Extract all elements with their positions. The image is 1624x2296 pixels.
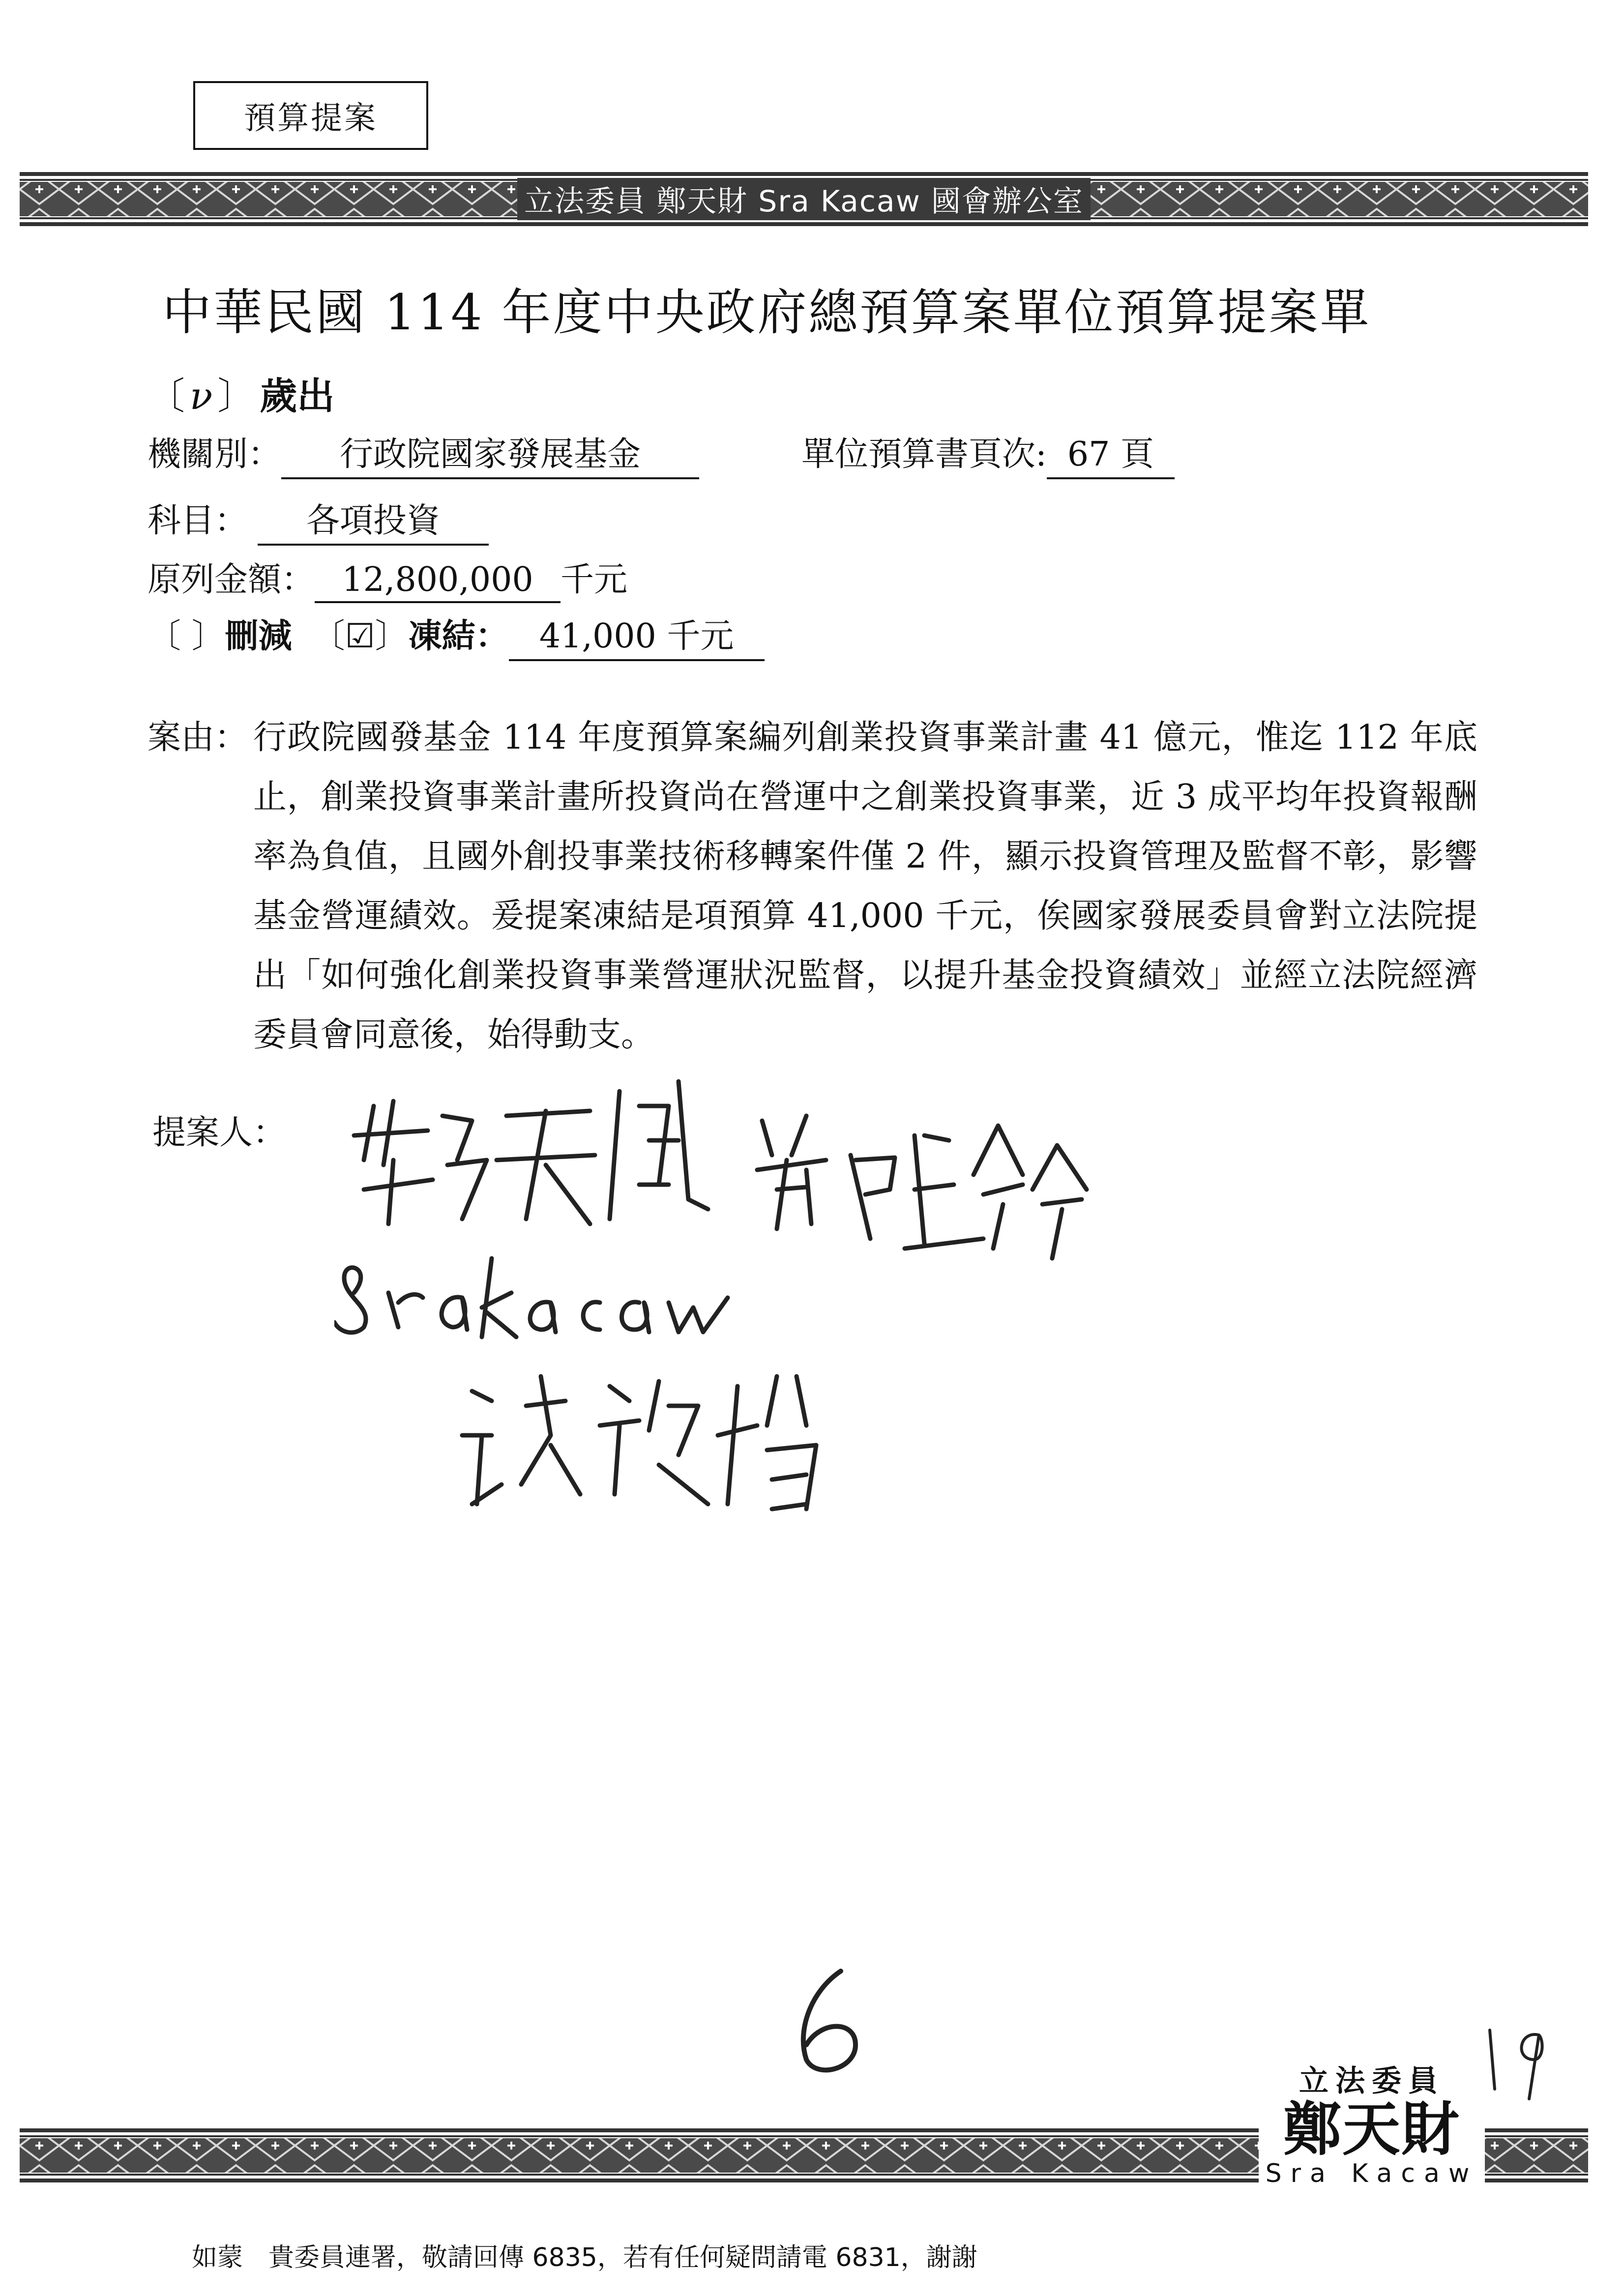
- original-amount-unit: 千元: [561, 560, 628, 599]
- logo-line-1: 立法委員: [1299, 2064, 1445, 2098]
- agency-label: 機關別：: [148, 435, 282, 474]
- signature-2: [757, 1116, 1087, 1258]
- cut-label: 刪減: [225, 616, 292, 656]
- signature-1: [334, 1081, 728, 1337]
- handwritten-corner-number: [1475, 2020, 1559, 2104]
- cut-checkbox: 〔 〕: [148, 617, 225, 656]
- subject-row: [148, 494, 489, 546]
- proposal-type-box: 預算提案: [193, 81, 428, 150]
- category-bracket-close: 〕: [217, 374, 255, 418]
- document-title: 中華民國 114 年度中央政府總預算案單位預算提案單: [162, 284, 1371, 341]
- action-row: [148, 610, 765, 661]
- legislator-logo: [1259, 2055, 1485, 2197]
- original-amount-label: 原列金額：: [148, 560, 315, 599]
- freeze-value: 41,000 千元: [509, 610, 765, 661]
- reason-text: 行政院國發基金 114 年度預算案編列創業投資事業計畫 41 億元，惟迄 112 年底止，創業投資事業計畫所投資尚在營運中之創業投資事業，近 3 成平均年投資報酬率為負值，且國外創投事業技術移轉案件僅 2 件，顯示投資管理及監督不彰，影響基金營運績效。爰提案凍結是項預算 41,000 千元，俟國家發展委員會對立法院提出「如何強化創業投資事業營運狀況監督，以提升基金投資績效」並經立法院經濟委員會同意後，始得動支。: [253, 718, 1477, 1054]
- freeze-checkbox: 〔☑〕: [311, 617, 409, 656]
- budget-page-row: [801, 428, 1175, 479]
- budget-page-label: 單位預算書頁次:: [801, 435, 1047, 474]
- subject-label: 科目：: [148, 501, 248, 540]
- reason-label: 案由：: [148, 718, 248, 757]
- budget-page-value: 67 頁: [1047, 428, 1175, 479]
- logo-line-3: Sra Kacaw: [1265, 2159, 1478, 2188]
- signature-3: [462, 1376, 816, 1509]
- category-bracket-open: 〔: [148, 374, 185, 418]
- footer-note: 如蒙 貴委員連署，敬請回傳 6835，若有任何疑問請電 6831，謝謝: [192, 2243, 977, 2272]
- logo-line-2: 鄭天財: [1283, 2095, 1460, 2163]
- original-amount-value: 12,800,000: [315, 560, 561, 603]
- category-row: [148, 366, 334, 420]
- proposer-label: 提案人：: [152, 1113, 287, 1152]
- category-label: 歲出: [260, 374, 335, 418]
- signatures-image: [334, 1062, 1219, 1553]
- freeze-label: 凍結：: [408, 616, 509, 656]
- agency-value: 行政院國家發展基金: [281, 428, 699, 479]
- handwritten-page-number: [782, 1961, 880, 2079]
- banner-text: 立法委員 鄭天財 Sra Kacaw 國會辦公室: [20, 172, 1588, 226]
- original-amount-row: [148, 553, 627, 603]
- agency-row: [148, 428, 699, 479]
- subject-value: 各項投資: [258, 494, 489, 546]
- category-check: ν: [190, 374, 213, 418]
- top-banner: [20, 172, 1588, 226]
